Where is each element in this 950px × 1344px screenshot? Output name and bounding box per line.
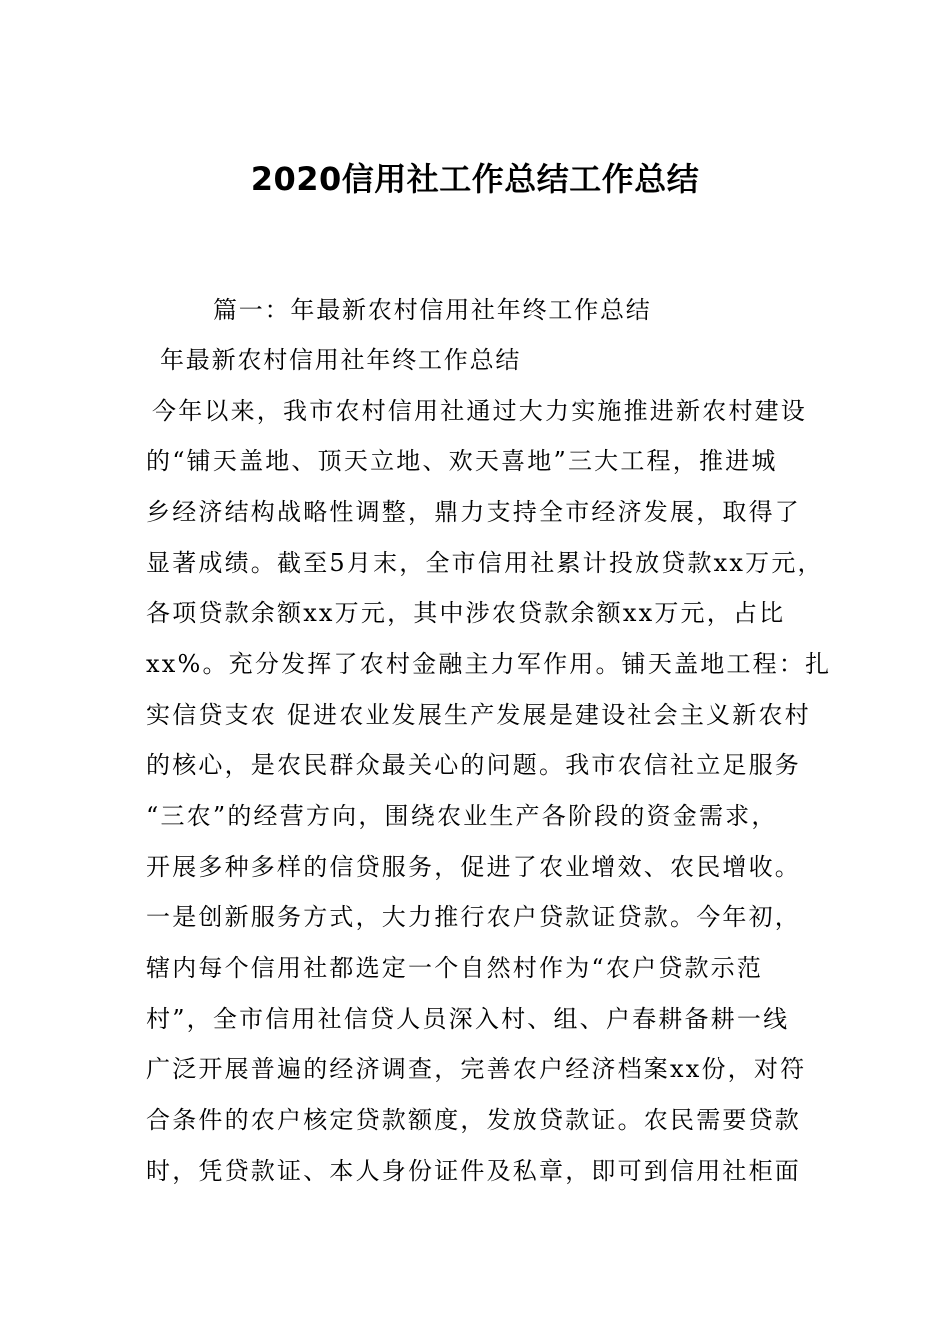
body-line: 的“铺天盖地、顶天立地、欢天喜地”三大工程，推进城 xyxy=(146,447,778,475)
body-line: 村”，全市信用社信贷人员深入村、组、户春耕备耕一线 xyxy=(146,1005,790,1033)
body-line: 时，凭贷款证、本人身份证件及私章，即可到信用社柜面 xyxy=(146,1157,801,1185)
body-line: 合条件的农户核定贷款额度，发放贷款证。农民需要贷款 xyxy=(146,1106,801,1134)
body-line: 广泛开展普遍的经济调查，完善农户经济档案xx份，对符 xyxy=(146,1055,807,1083)
body-line: 乡经济结构战略性调整，鼎力支持全市经济发展，取得了 xyxy=(146,498,801,526)
document-title: 2020信用社工作总结工作总结 xyxy=(250,160,700,198)
subheading: 年最新农村信用社年终工作总结 xyxy=(160,346,522,374)
body-line: 开展多种多样的信贷服务，促进了农业增效、农民增收。 xyxy=(146,853,801,881)
body-line: 今年以来，我市农村信用社通过大力实施推进新农村建设 xyxy=(152,397,807,425)
body-line: 一是创新服务方式，大力推行农户贷款证贷款。今年初， xyxy=(146,903,801,931)
body-line: 辖内每个信用社都选定一个自然村作为“农户贷款示范 xyxy=(146,954,764,982)
body-line: “三农”的经营方向，围绕农业生产各阶段的资金需求， xyxy=(146,802,778,830)
body-line: xx%。充分发挥了农村金融主力军作用。铺天盖地工程：扎 xyxy=(146,650,832,678)
section-heading: 篇一：年最新农村信用社年终工作总结 xyxy=(213,296,652,324)
body-line: 的核心，是农民群众最关心的问题。我市农信社立足服务 xyxy=(146,751,801,779)
body-line: 显著成绩。截至5月末，全市信用社累计投放贷款xx万元， xyxy=(146,549,824,577)
body-line: 各项贷款余额xx万元，其中涉农贷款余额xx万元，占比 xyxy=(146,599,786,627)
body-line: 实信贷支农 促进农业发展生产发展是建设社会主义新农村 xyxy=(146,701,811,729)
